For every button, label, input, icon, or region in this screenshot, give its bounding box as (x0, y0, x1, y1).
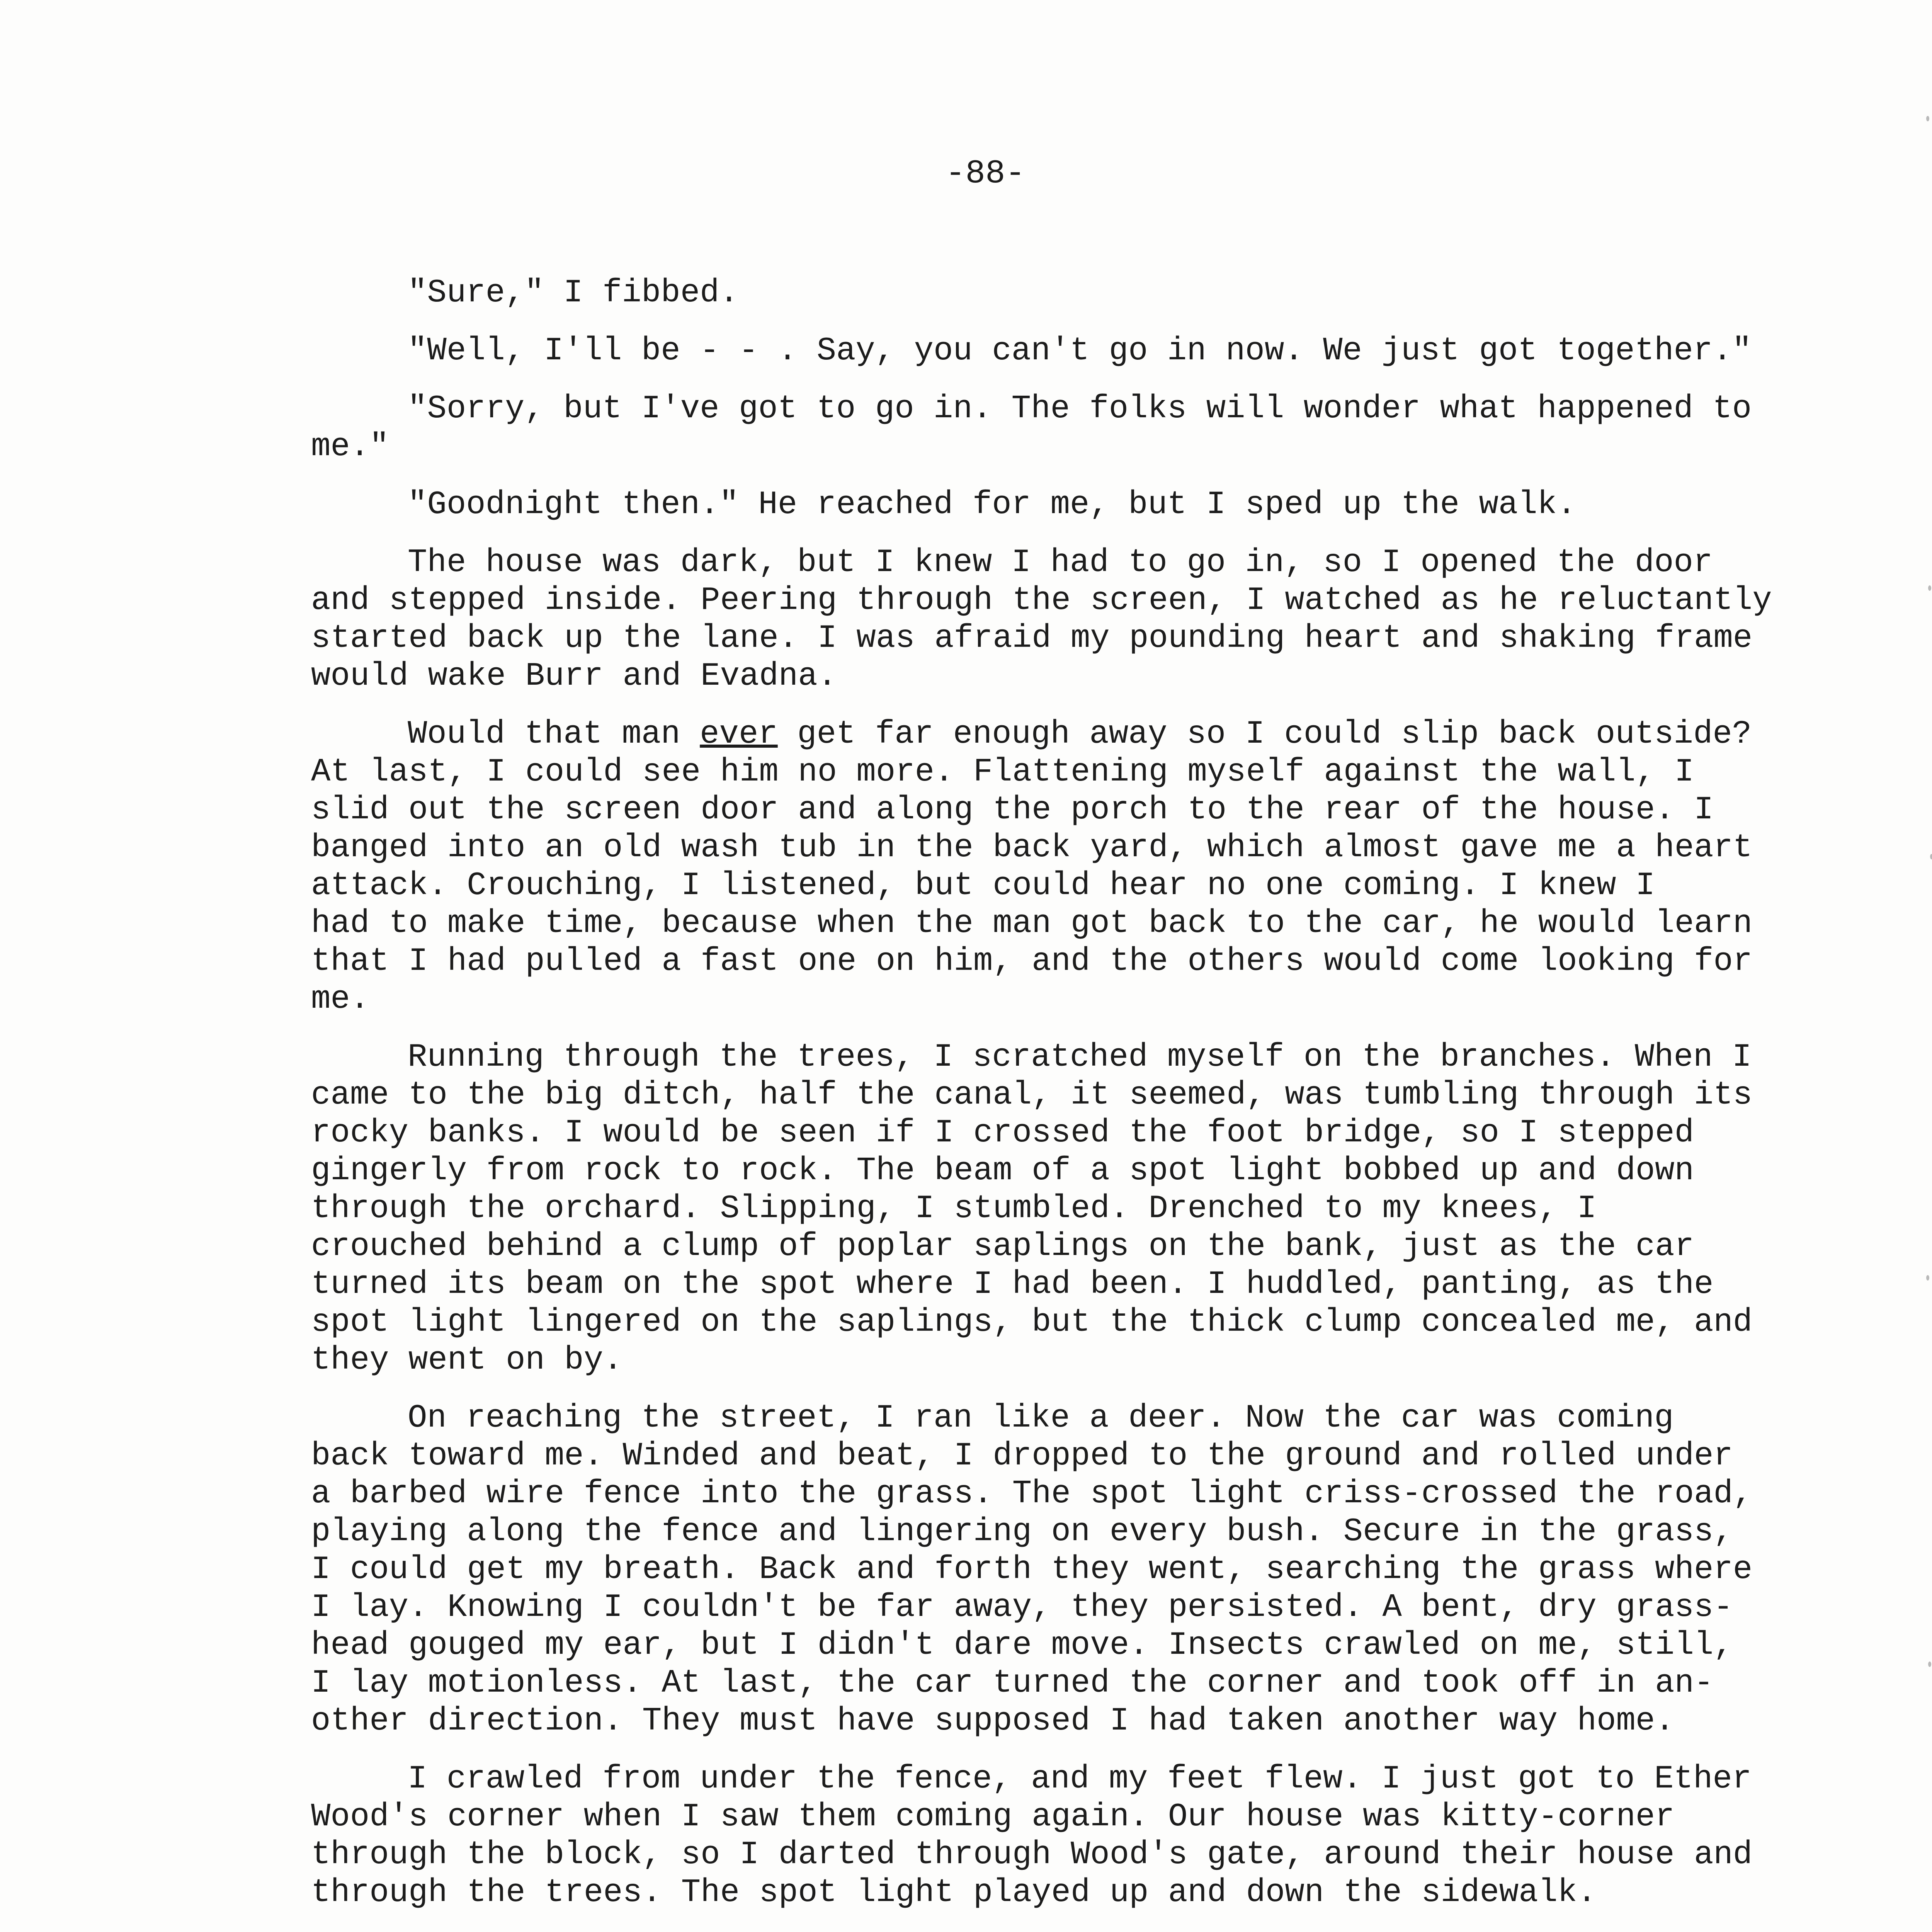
paragraph (311, 1400, 1772, 1740)
text-line: through the orchard. Slipping, I stumbled. Drenched to my knees, I (311, 1190, 1597, 1227)
text-line: would wake Burr and Evadna. (311, 658, 837, 695)
paragraph (311, 544, 1772, 696)
text-fragment: Would that man (408, 716, 700, 753)
text-line: rocky banks. I would be seen if I crossed the foot bridge, so I stepped (311, 1115, 1694, 1151)
text-line: "Goodnight then." He reached for me, but I sped up the walk. (408, 486, 1577, 523)
text-line: spot light lingered on the saplings, but the thick clump concealed me, and (311, 1304, 1753, 1341)
text-line: they went on by. (311, 1342, 623, 1379)
text-line: I could get my breath. Back and forth they went, searching the grass where (311, 1551, 1753, 1588)
paragraph (311, 274, 1772, 312)
paragraph (311, 332, 1772, 370)
text-line: attack. Crouching, I listened, but could hear no one coming. I knew I (311, 867, 1655, 904)
scan-speck (1926, 116, 1929, 121)
text-line: gingerly from rock to rock. The beam of a spot light bobbed up and down (311, 1153, 1694, 1189)
text-line: I lay motionless. At last, the car turned the corner and took off in an- (311, 1665, 1714, 1702)
text-line: playing along the fence and lingering on every bush. Secure in the grass, (311, 1514, 1733, 1550)
text-line: "Sorry, but I've got to go in. The folks will wonder what happened to (408, 391, 1752, 427)
text-line: slid out the screen door and along the porch to the rear of the house. I (311, 792, 1714, 828)
text-line: a barbed wire fence into the grass. The spot light criss-crossed the road, (311, 1476, 1753, 1512)
text-line: had to make time, because when the man got back to the car, he would learn (311, 905, 1753, 942)
text-line: "Sure," I fibbed. (408, 275, 739, 311)
text-line (311, 716, 1772, 753)
text-line: other direction. They must have supposed I had taken another way home. (311, 1703, 1675, 1740)
text-line: came to the big ditch, half the canal, it seemed, was tumbling through its (311, 1077, 1753, 1114)
paragraph (311, 1760, 1772, 1912)
page-number: -88- (945, 155, 1026, 192)
scan-speck (1926, 1275, 1929, 1281)
scan-speck (1930, 854, 1932, 859)
text-line: started back up the lane. I was afraid my pounding heart and shaking frame (311, 620, 1753, 657)
text-line: banged into an old wash tub in the back yard, which almost gave me a heart (311, 830, 1753, 866)
text-line: On reaching the street, I ran like a deer. Now the car was coming (408, 1400, 1674, 1437)
text-line: At last, I could see him no more. Flattening myself against the wall, I (311, 754, 1694, 791)
scan-speck (1928, 1662, 1931, 1667)
text-line: through the trees. The spot light played up and down the sidewalk. (311, 1874, 1597, 1911)
paragraph (311, 716, 1772, 1019)
paragraph (311, 486, 1772, 524)
text-fragment: get far enough away so I could slip back outside? (777, 716, 1752, 753)
text-line: me. (311, 981, 370, 1018)
text-line: Running through the trees, I scratched myself on the branches. When I (408, 1039, 1752, 1076)
text-line: turned its beam on the spot where I had been. I huddled, panting, as the (311, 1266, 1714, 1303)
paragraph (311, 1039, 1772, 1379)
text-line: I lay. Knowing I couldn't be far away, they persisted. A bent, dry grass- (311, 1589, 1733, 1626)
scan-speck (1928, 585, 1931, 591)
text-line: "Well, I'll be - - . Say, you can't go in now. We just got together." (408, 333, 1752, 369)
paragraph (311, 390, 1772, 466)
text-line: I crawled from under the fence, and my feet flew. I just got to Ether (408, 1761, 1752, 1798)
text-line: and stepped inside. Peering through the screen, I watched as he reluctantly (311, 582, 1772, 619)
text-line: me." (311, 429, 389, 465)
text-line: through the block, so I darted through Wood's gate, around their house and (311, 1837, 1753, 1873)
underlined-word: ever (700, 716, 778, 753)
text-line: The house was dark, but I knew I had to go in, so I opened the door (408, 544, 1713, 581)
document-body (311, 274, 1772, 1932)
text-line: that I had pulled a fast one on him, and the others would come looking for (311, 943, 1753, 980)
text-line: crouched behind a clump of poplar saplings on the bank, just as the car (311, 1228, 1694, 1265)
text-line: head gouged my ear, but I didn't dare move. Insects crawled on me, still, (311, 1627, 1733, 1664)
text-line: Wood's corner when I saw them coming again. Our house was kitty-corner (311, 1799, 1675, 1835)
text-line: back toward me. Winded and beat, I dropped to the ground and rolled under (311, 1438, 1733, 1475)
